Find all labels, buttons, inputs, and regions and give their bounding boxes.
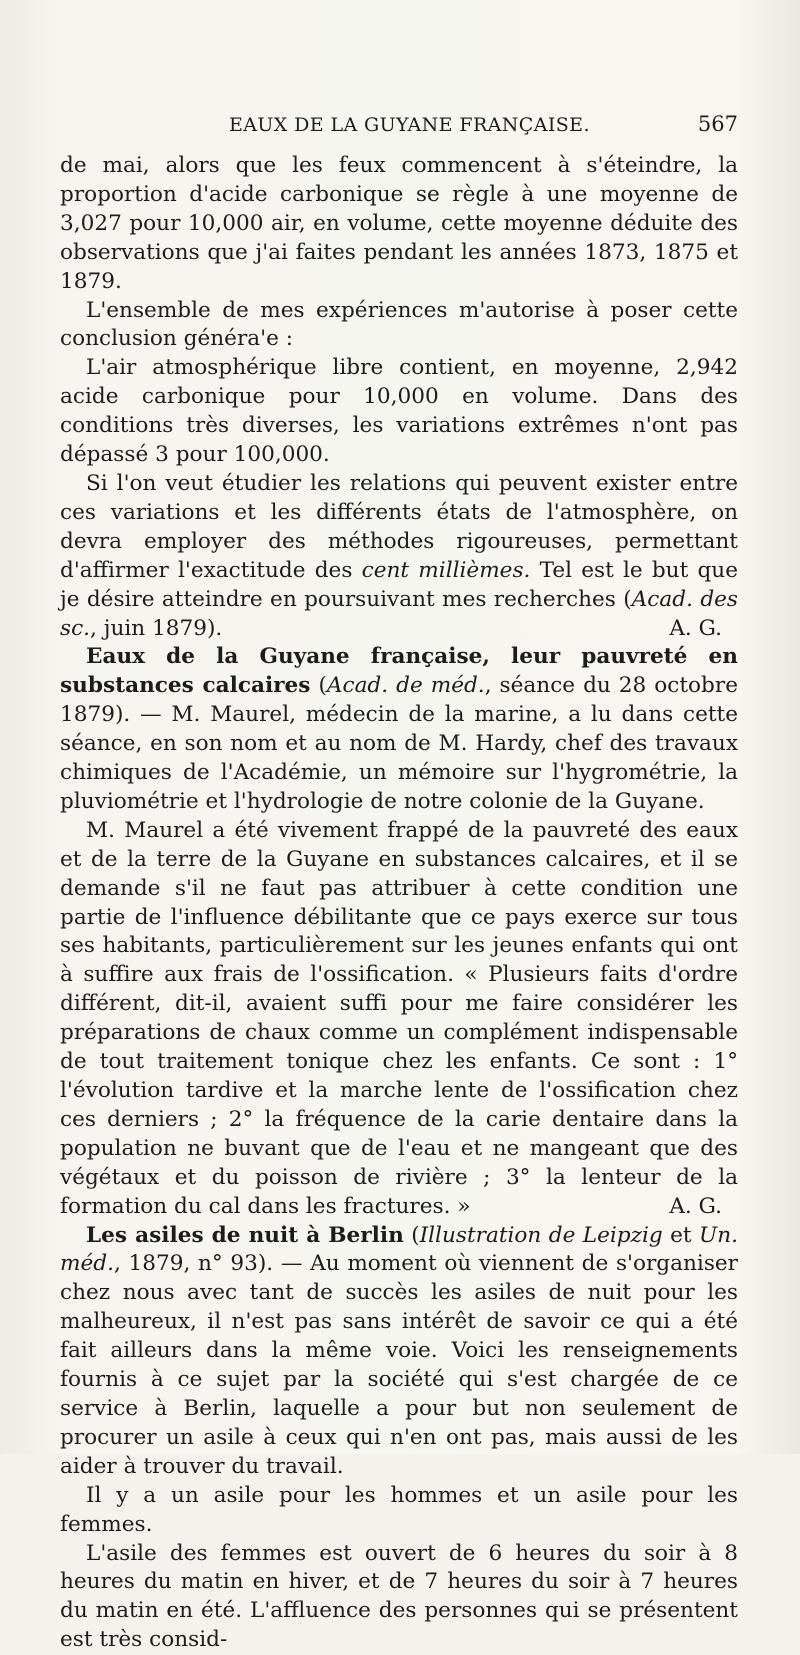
article-body	[60, 152, 738, 1655]
text-run: Si l'on veut étudier les relations qui peuvent exister entre ces variations et les différents états de l'atmosphère, on devra employer des méthodes rigoureuses, permettant d'affirmer l'exactitude des	[60, 471, 738, 583]
paragraph	[60, 817, 738, 1222]
section-heading: Eaux de la Guyane française, leur pauvreté en substances calcaires	[60, 644, 738, 698]
italic-run: cent millièmes.	[362, 558, 531, 583]
text-run: M. Maurel a été vivement frappé de la pauvreté des eaux et de la terre de la Guyane en substances calcaires, et il se demande s'il ne faut pas attribuer à cette condition une partie de l'influence débilitante que ce pays exerce sur tous ses habitants, particulièrement sur les jeunes enfants qui ont à suffire aux frais de l'ossification. « Plusieurs faits d'ordre différent, dit-il, avaient suffi pour me faire considérer les préparations de chaux comme un complément indispensable de tout traitement tonique chez les enfants. Ce sont : 1° l'évolution tardive et la marche lente de l'ossification chez ces derniers ; 2° la fréquence de la carie dentaire dans la population ne buvant que de l'eau et ne mangeant que des végétaux et du poisson de rivière ; 3° la lenteur de la formation du cal dans les fractures. »	[60, 818, 738, 1219]
paragraph: de mai, alors que les feux commencent à s'éteindre, la proportion d'acide carbonique se règle à une moyenne de 3,027 pour 10,000 air, en volume, cette moyenne déduite des observations que j'ai faites pendant les années 1873, 1875 et 1879.	[60, 152, 738, 297]
citation-source: Un. méd.	[60, 1223, 738, 1277]
text-run: Tel est le but que je désire atteindre en poursuivant mes recherches (	[60, 558, 738, 612]
paragraph	[60, 470, 738, 643]
paragraph: L'asile des femmes est ouvert de 6 heures du soir à 8 heures du matin en hiver, et de 7 heures du soir à 7 heures du matin en été. L'affluence des personnes qui se présentent est très consid-	[60, 1540, 738, 1655]
paragraph: L'air atmosphérique libre contient, en moyenne, 2,942 acide carbonique pour 10,000 en volume. Dans des conditions très diverses, les variations extrêmes n'ont pas dépassé 3 pour 100,000.	[60, 354, 738, 470]
section-heading: Les asiles de nuit à Berlin	[86, 1223, 404, 1248]
author-signature: A. G.	[643, 1193, 722, 1222]
paragraph: L'ensemble de mes expériences m'autorise à poser cette conclusion généra'e :	[60, 297, 738, 355]
citation-source: Acad. des sc.	[60, 587, 738, 641]
paragraph	[60, 1222, 738, 1482]
text-run: , juin 1879).	[90, 616, 222, 641]
page-number: 567	[698, 112, 738, 136]
citation-source: Acad. de méd.	[327, 673, 485, 698]
running-title: EAUX DE LA GUYANE FRANÇAISE.	[229, 114, 590, 136]
text-run: , séance du 28 octobre 1879). — M. Maurel, médecin de la marine, a lu dans cette séance, en son nom et au nom de M. Hardy, chef des travaux chimiques de l'Académie, un mémoire sur l'hygrométrie, la pluviométrie et l'hydrologie de notre colonie de la Guyane.	[60, 673, 738, 814]
text-run: (	[310, 673, 326, 698]
citation-source: Illustration de Leipzig	[420, 1223, 663, 1248]
paragraph: Il y a un asile pour les hommes et un asile pour les femmes.	[60, 1482, 738, 1540]
text-run: , 1879, n° 93). — Au moment où viennent de s'organiser chez nous avec tant de succès les asiles de nuit pour les malheureux, il n'est pas sans intérêt de savoir ce qui a été fait ailleurs dans la même voie. Voici les renseignements fournis à ce sujet par la société qui s'est chargée de ce service à Berlin, laquelle a pour but non seulement de procurer un asile à ceux qui n'en ont pas, mais aussi de les aider à trouver du travail.	[60, 1251, 738, 1478]
running-header	[60, 112, 738, 144]
paragraph	[60, 643, 738, 816]
text-run: et	[663, 1223, 699, 1248]
author-signature: A. G.	[643, 615, 722, 644]
text-run: (	[404, 1223, 420, 1248]
